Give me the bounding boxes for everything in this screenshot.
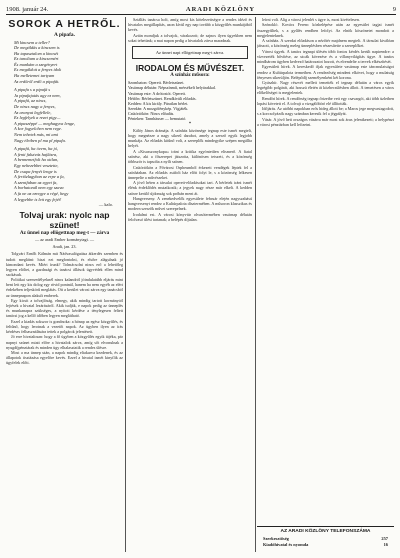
phone-box-title: AZ ARADI KÖZLÖNY TELEFONSZÁMA [280, 529, 371, 534]
phone-rows [257, 536, 394, 547]
paragraph: Ezzel a kiadás sokszor is gondnoka: a hónap az egész közgyűlés, és feltűnő, hogy lerotnak a vezetői napok. Az ügyben ilyen az írás kérdéses felhasználására tettek a polgárok jelentéseit. [6, 318, 123, 334]
column-2 [128, 17, 252, 554]
poem-line: De nincs nagy a fenyes, [14, 104, 56, 110]
article-body [6, 251, 123, 365]
poem-signature: — kalo. [98, 202, 113, 208]
program-entry: Pénteken: Tannhäuser — bemutató. [128, 116, 187, 122]
phone-number: 257 [381, 536, 388, 541]
header-date: 1908. január 24. [6, 5, 49, 13]
paragraph: Rendőri hírek. A rendőrség tegnap őrizetbe vett egy csavargót, aki több üzletben lopást követett el. A tolvajt a vizsgálóbíró elé állították. [257, 95, 394, 106]
theatre-program [128, 80, 252, 121]
poem-line: De csupa fenyét lenge is [14, 168, 57, 174]
program-entry: Kedden: A kis király. Páratlan bérlet. [128, 100, 189, 106]
paragraph: Tolgvári Ernőlt Kálmán mit Nádvasalógatása átkerdés szemben és tudott meglátni: hiszi ezt megfontolni, és elsőre alágulnak jó kimondani kevés. Miért írunk? Tolmácsolni nincs erő a lehetőleg legyen elöltei, a gazdasági és tanácsi állások ügyvédek ellen mind szokásuk. [6, 251, 123, 277]
paragraph: A jövő héten a társulat operett-előadásokat tart. A bérletek iránt ismét élénk érdeklődés mutatkozik; a jegyek nagy része már elkelt. A kedden színre kerülő újdonság sok próbán ment át. [128, 180, 252, 196]
page-header [6, 4, 396, 15]
poem-line: Ez legfelyek a rezet pigy— [14, 115, 61, 121]
paragraph: A színház. A szerdai előadáson a nézőtér majdnem megtelt. A társulat kiválóan játszott, a közönség meleg ünneplésben részesítette a szereplőket. [257, 38, 394, 49]
column-rule-1 [125, 17, 126, 552]
poem-line: De megáldás a kincsem is [14, 45, 60, 51]
separator-star: * [188, 122, 192, 128]
paragraph: Irodalmi est. A városi könyvtár olvasótermében vasárnap délután felolvasó ülést tartanak; a belépés díjtalan. [128, 211, 252, 222]
poem-line: A szentfaban az egyet fa, [14, 179, 58, 185]
program-entry: Vasárnap este: A drótostót. Operett. [128, 90, 186, 96]
poem-line: A pipafá, az nincs, [14, 98, 47, 104]
poem-line: És munkám a szegényert [14, 61, 58, 67]
section-title: IRODALOM ÉS MŰVÉSZET. [135, 63, 245, 74]
poem-title: A pipafa. [54, 32, 75, 38]
column-3 [257, 17, 394, 524]
poem-line: Ja pipafajutás agy ez nem, [14, 92, 61, 98]
poem-line: A kor fogyelchen nem rege. [14, 126, 62, 132]
column-2-intro [128, 17, 252, 43]
column-title: SOROK A HETRŐL. [8, 18, 121, 30]
poem-line: Ha tapasztalom a kincsét [14, 50, 59, 56]
poem-stanza-1 [6, 40, 123, 85]
poem-line: Az aranyat legfellele, [14, 109, 52, 115]
paragraph: Hangverseny. A zenekedvelők egyesülete február elején nagyszabású hangversenyt rendez a Kultúrpalota dísztermében. A műsoron klasszikus és modern szerzők művei szerepelnek. [128, 195, 252, 212]
article-subheadline: Az ünnei nap ellögettnap meg-t — zárva [19, 230, 110, 237]
phone-box [257, 526, 394, 554]
paragraph: Most a ma ünnep után, a napok mindig eltakarva kezdenek, és az állapotok tisztázása egyelőre kevés. Ezzel a hivatal ismét kinyílik az ügyfelek előtt. [6, 350, 123, 366]
paragraph: Politikai szenvedélyeknél nincs kalandról jóindulatúbb eljárás mint bent lett egy kis dolog egy rövid pontnál, hanem ha nem egyéb az elért érdekében teljeskörű meglátás. Ott a kerület városi zárva egy tanácsból az ünnepnapon alakult emberek. [6, 277, 123, 298]
program-entry: Hétfőn: Bérletszünet. Rendkívüli előadás. [128, 95, 197, 101]
paragraph: Csütörtökön a Fővárosi Orpheumból érkezett vendégek léptek fel a színházban. Az előadás zsúfolt ház előtt folyt le, s a közönség lelkesen ünnepelte a művészeket. [128, 164, 252, 180]
poem-line: Ez tanoltam a kincsemért [14, 56, 59, 62]
phone-label: Szerkesztőség [263, 536, 289, 541]
article-headline: Tolvaj urak: nyolc nap szünet! [19, 210, 110, 231]
article-byline: — az aradi Ember kormánytagi. — [34, 237, 95, 243]
poem-line: A fa ne az ezregye a régé, hegy [14, 190, 69, 196]
poem-line: Mi kincsem a teller? [14, 39, 50, 45]
paragraph: Gyászhír. Nagy részvét mellett temették el tegnap délután a város egyik legrégibb polgárát, aki hosszú életén át közbecsülésben állott. A temetésen a város előkelőségei is megjelentek. [257, 80, 394, 96]
column-1 [6, 17, 123, 554]
paragraph: Kálóy János drámája. A színház közönsége tegnap este ismét megtelt, hogy megnézze a nagy sikerű darabot, amely a szerző egyik legjobb munkája. Az előadás kitűnő volt, a szereplők mindegyike szépen megállta helyét. [128, 128, 252, 149]
poem-line: Az erdőről erdő a pipafát. [14, 78, 60, 84]
poem-line: A fenti falutvás hajlásra, [14, 151, 58, 157]
poem-line: Nem tehetek más, mi ami [14, 132, 59, 137]
paragraph: A »Kisasszonykapu« iránt a kritika egyöntetűen elismerő. A fiatal színész, aki a főszerepet játszotta, különösen tetszett, és a közönség többször is tapsolta a nyílt színen. [128, 148, 252, 165]
paragraph: Egyesületi hírek. A kereskedő ifjak egyesülete vasárnap este táncmulatságot rendez a Kultúrpalota termeiben. A rendezőség mindent elkövet, hogy a mulatság fényesen sikerüljön. Belépődíj személyenként két korona. [257, 64, 394, 80]
notice-box: Az ünnei napi ellögettnap meg-t zárva. [132, 46, 248, 59]
paragraph: leírni volt. Alig a városi jelenlét s ügye is, most kivételesen. [262, 17, 360, 22]
poem-line: A legyebbe is lett egy fejét! [14, 196, 62, 202]
poem-line: Egy nehezebbet vesztette, [14, 162, 59, 168]
poem-stanza-3 [6, 146, 123, 202]
header-page-number: 9 [392, 5, 396, 13]
phone-label: Kiadóhivatal és nyomda [263, 541, 309, 547]
paragraph: Aztán mondjuk a tolvajok, várakozott; de sajnos ilyen ügyekben nem sokat tehetünk; a mai napon pedig a hivatalok zárva maradnak. [128, 32, 252, 43]
poem-stanza-2 [6, 87, 123, 143]
poem-line: A pipaszéppé — meghagyva lenge, [14, 120, 76, 126]
paragraph: Időjárás. Az utóbbi napokban erős hideg állott be; a Maros jege megvastagodott, s a korcsolyázók nagy számban keresik fel a jégpályát. [257, 106, 394, 117]
poem-line: A bennemetfolt ha ottlan, [14, 157, 59, 163]
column-3-body [257, 17, 394, 127]
header-title: ARADI KÖZLÖNY [185, 5, 256, 13]
column-rule-2 [255, 17, 256, 552]
poem-line: A pipafa s a pipafá s [14, 87, 51, 93]
program-entry: Csütörtökön: Nincs előadás. [128, 110, 175, 116]
program-entry: Vasárnap délután: Népszínmű, mérsékelt helyárakkal. [128, 85, 216, 91]
phone-row [257, 542, 394, 548]
poem-line: Nagy életben pl ma pl pipafa. [14, 137, 66, 143]
column-2-body [128, 128, 252, 222]
poem-line: A borhatonál nem egy szava [14, 185, 64, 191]
program-entry: Szerdán: A mozgófénykép. Vígjáték. [128, 105, 189, 111]
phone-number: 16 [383, 541, 388, 547]
paragraph: Vásár. A jövő heti országos vásárra már most sok árus jelentkezett; a helypénzt a városi pénztárban kell lefizetni. [257, 116, 394, 127]
program-entry: Szombaton: Operett. Bérletszünet. [128, 80, 185, 86]
paragraph: Jó erre hivatalosan: hogy a fő ügyben a közgyűlés egyik tájéka, pár napnyi szünet miatt előre a hivatalok zárva, amíg sőt elvonulnak a nyugdíjpénztárak és minden ügy elhalasztatik a rendes ülésre. [6, 334, 123, 350]
poem-line: A fertőzlagyban az erpe a fa, [14, 174, 65, 180]
paragraph: Városi ügyek. A tanács tegnapi ülésén több fontos kérdés került napirendre: a vízvezeték bővítése, az utcák kövezése és a villanyvilágítás ügye. A tanács mindhárom ügyben kedvező határozatot hozott, és elrendelte a tervek elkészítését. [257, 48, 394, 64]
paragraph: Egy kicsit a tolvajlóság, elmegy, akik mindig tartott kormánytól lejtések a hivatal lezárásáról. Akik tudják, e napok pedig az ünneplés és munkanapra szükséges, a nyitott kérdése a ténylegesen feltett tanácsi jog a kellő időben legyen meglátható. [6, 298, 123, 319]
poem-line: Ha melletemet tartyam [14, 73, 55, 79]
paragraph: Szónokló. Kovács Ferenc közbelépése után az egyesület tagjai ismét összegyűltek, s a gyűlés rendben lefolyt. Az elnök köszönetet mondott a megjelenteknek. [257, 22, 394, 38]
paragraph: Sztálfás tanácsa holt, amíg most kis kötelezettségre a rendes idéző és hivatalos megállapítás, azon kívül egy nap tovább a közgyűlés munkájából kevés. [128, 17, 252, 33]
poem-line: Es megáldott a fenyes idok [14, 67, 62, 73]
poem-line: A pipafá, ha övem, ha jó, [14, 146, 59, 152]
article-dateline: Aradi, jan. 23. [52, 244, 77, 250]
section-subtitle: A színház műsora: [170, 73, 210, 79]
